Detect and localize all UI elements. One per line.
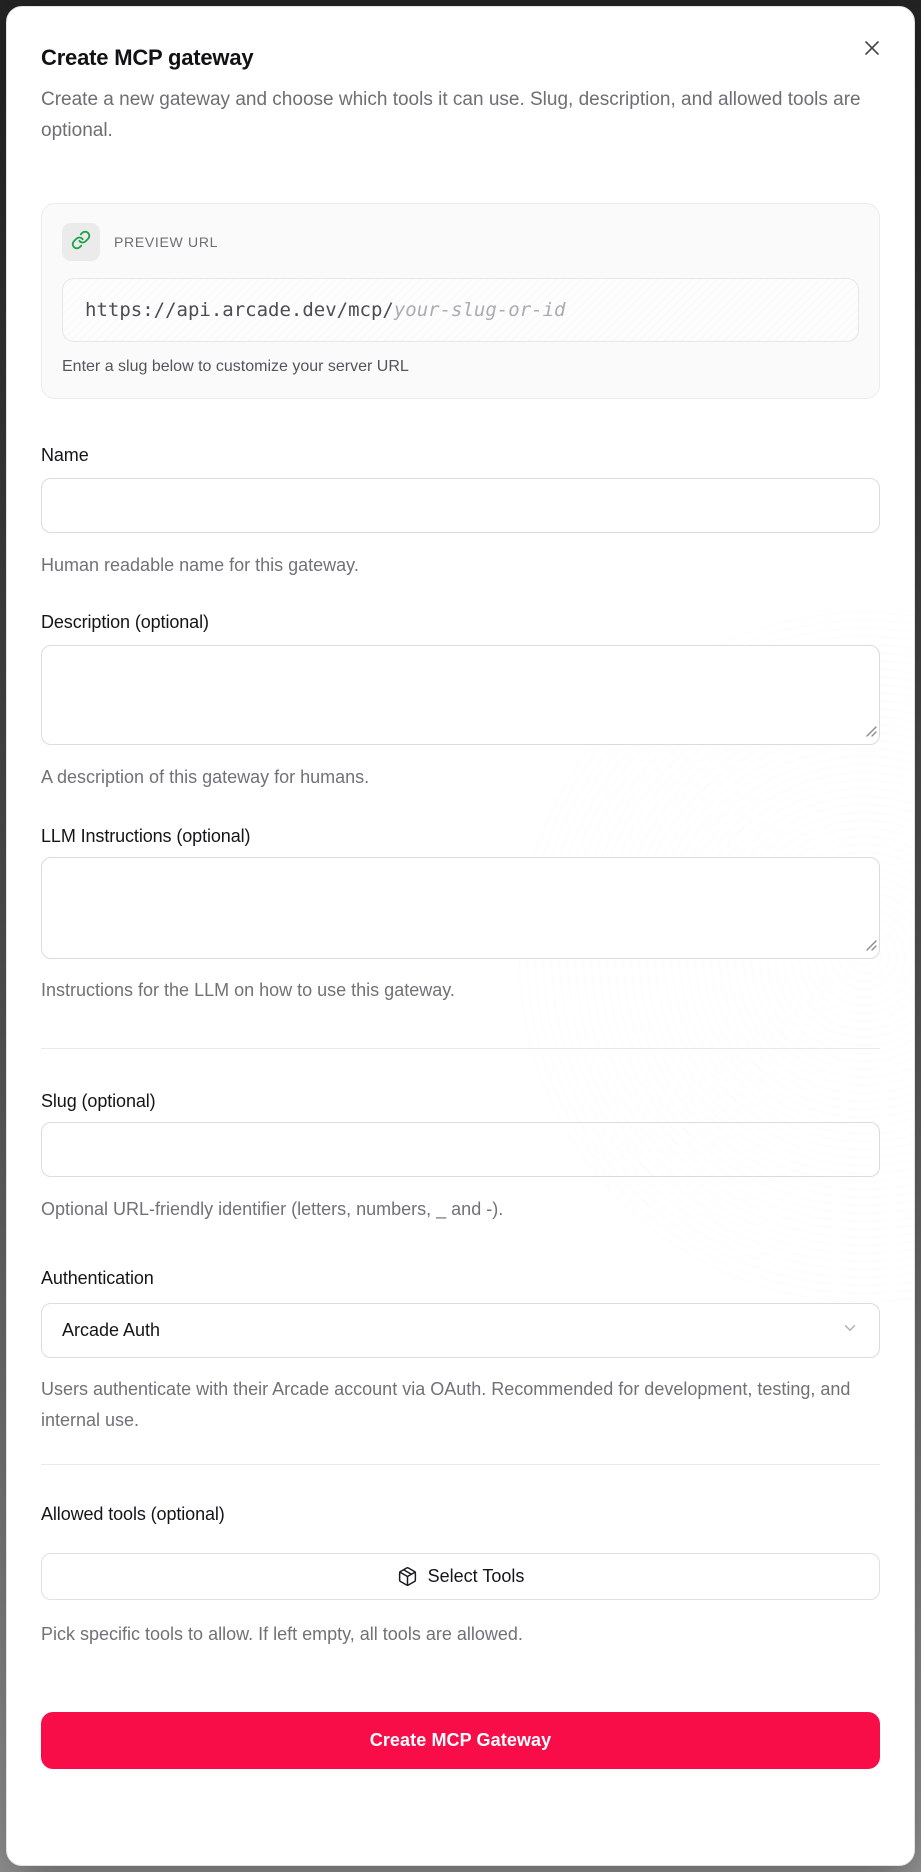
- slug-input[interactable]: [41, 1122, 880, 1177]
- modal-subtitle: Create a new gateway and choose which tools it can use. Slug, description, and allowed tools are optional.: [41, 89, 861, 141]
- link-icon: [71, 230, 91, 255]
- name-label: Name: [41, 445, 89, 465]
- section-divider: [41, 1048, 880, 1049]
- close-icon: [862, 38, 882, 61]
- allowed-tools-helper: Pick specific tools to allow. If left empty, all tools are allowed.: [41, 1624, 523, 1644]
- authentication-selected-value: Arcade Auth: [62, 1320, 161, 1340]
- description-label: Description (optional): [41, 612, 209, 632]
- allowed-tools-label: Allowed tools (optional): [41, 1504, 225, 1524]
- preview-url-card: [41, 203, 880, 399]
- preview-url-slug-placeholder: your-slug-or-id: [393, 299, 566, 321]
- description-textarea[interactable]: [41, 645, 880, 745]
- select-tools-button[interactable]: [41, 1553, 880, 1600]
- description-helper: A description of this gateway for humans.: [41, 767, 370, 787]
- select-tools-label: Select Tools: [427, 1566, 525, 1586]
- package-icon: [397, 1566, 418, 1587]
- close-button[interactable]: [854, 31, 890, 67]
- authentication-select[interactable]: [41, 1303, 880, 1358]
- preview-url-display: [62, 278, 859, 342]
- preview-url-helper: Enter a slug below to customize your server URL: [62, 358, 409, 375]
- preview-url-prefix: https://api.arcade.dev/mcp/: [85, 299, 394, 321]
- preview-url-header: [62, 223, 859, 261]
- name-input[interactable]: [41, 478, 880, 533]
- slug-label: Slug (optional): [41, 1091, 156, 1111]
- name-helper: Human readable name for this gateway.: [41, 555, 359, 575]
- authentication-helper: Users authenticate with their Arcade account via OAuth. Recommended for development, testing, and internal use.: [41, 1379, 851, 1430]
- llm-instructions-textarea[interactable]: [41, 857, 880, 959]
- slug-helper: Optional URL-friendly identifier (letters, numbers, _ and -).: [41, 1199, 504, 1219]
- link-icon-badge: [62, 223, 100, 261]
- llm-instructions-helper: Instructions for the LLM on how to use this gateway.: [41, 980, 455, 1000]
- preview-url-label: PREVIEW URL: [114, 234, 219, 250]
- create-mcp-gateway-modal: [6, 6, 915, 1866]
- llm-instructions-label: LLM Instructions (optional): [41, 826, 251, 846]
- chevron-down-icon: [841, 1319, 859, 1342]
- authentication-label: Authentication: [41, 1268, 154, 1288]
- create-mcp-gateway-button[interactable]: Create MCP Gateway: [41, 1712, 880, 1769]
- section-divider: [41, 1464, 880, 1465]
- modal-title: Create MCP gateway: [41, 45, 254, 70]
